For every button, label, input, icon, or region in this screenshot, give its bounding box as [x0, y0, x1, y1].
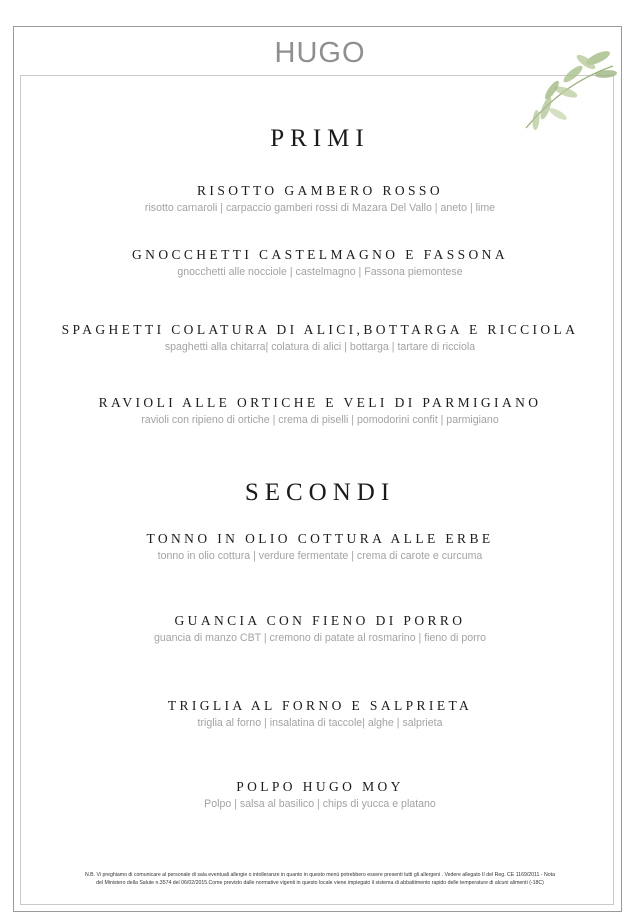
dish-name: SPAGHETTI COLATURA DI ALICI,BOTTARGA E RICCIOLA	[61, 322, 579, 337]
dish-item	[0, 182, 640, 215]
dish-name: GUANCIA CON FIENO DI PORRO	[174, 613, 466, 628]
dish-name: POLPO HUGO MOY	[236, 779, 404, 794]
olive-branch-decoration	[518, 40, 618, 132]
primi-heading: PRIMI	[270, 125, 370, 152]
dish-description: guancia di manzo CBT | cremono di patate al rosmarino | fieno di porro	[153, 632, 487, 644]
dish-name: RAVIOLI ALLE ORTICHE E VELI DI PARMIGIANO	[98, 395, 542, 410]
dish-description: risotto carnaroli | carpaccio gamberi rossi di Mazara Del Vallo | aneto | lime	[144, 202, 496, 214]
dish-description: gnocchetti alle nocciole | castelmagno | Fassona piemontese	[177, 266, 463, 278]
brand-logo: HUGO	[262, 36, 378, 70]
secondi-heading: SECONDI	[244, 479, 396, 506]
dish-item	[0, 697, 640, 730]
dish-description: triglia al forno | insalatina di taccole| alghe | salprieta	[197, 717, 443, 729]
dish-description: Polpo | salsa al basilico | chips di yucca e platano	[204, 798, 436, 810]
dish-name: RISOTTO GAMBERO ROSSO	[197, 183, 443, 198]
dish-item	[0, 394, 640, 427]
dish-description: ravioli con ripieno di ortiche | crema di piselli | pomodorini confit | parmigiano	[141, 414, 499, 426]
dish-item	[0, 612, 640, 645]
dish-name: TRIGLIA AL FORNO E SALPRIETA	[167, 698, 473, 713]
dish-description: spaghetti alla chitarra| colatura di alici | bottarga | tartare di ricciola	[164, 341, 476, 353]
footnote-line: del Ministero della Salute n.3574 del 06/02/2015.Come previsto dalle normative vigenti in questo locale viene impiegato il sistema di abbattimento rapido delle temperature di alcuni alimenti (-18C)	[96, 880, 544, 886]
allergen-footnote	[26, 871, 614, 887]
footnote-line: N.B. Vi preghiamo di comunicare al personale di sala eventuali allergie o intolleranze in quanto in questo menù potrebbero essere presenti tutti gli allergeni . Vedere allegato II del Reg. CE 1169/2011 - Nota	[84, 872, 556, 878]
dish-name: GNOCCHETTI CASTELMAGNO E FASSONA	[132, 247, 508, 262]
dish-description: tonno in olio cottura | verdure fermentate | crema di carote e curcuma	[157, 550, 483, 562]
dish-item	[0, 246, 640, 279]
dish-item	[0, 321, 640, 354]
dish-name: TONNO IN OLIO COTTURA ALLE ERBE	[146, 531, 494, 546]
dish-item	[0, 530, 640, 563]
dish-item	[0, 778, 640, 811]
